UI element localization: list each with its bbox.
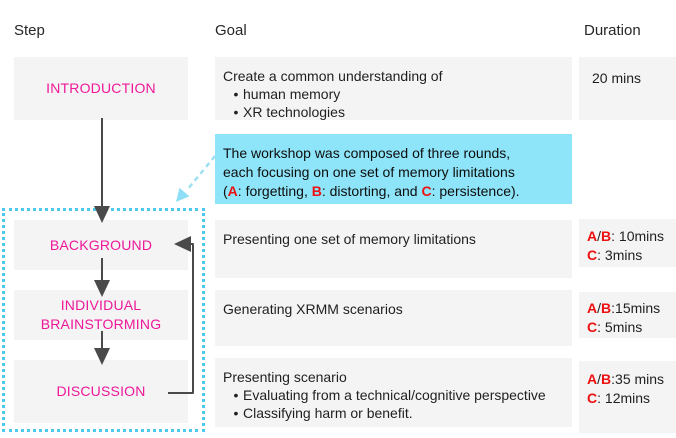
goal-bullet-text: XR technologies bbox=[243, 104, 345, 120]
callout-dashed-arrowhead-icon bbox=[176, 188, 189, 202]
duration-line-c bbox=[587, 318, 676, 337]
duration-text: / bbox=[597, 228, 602, 244]
round-b-label: B bbox=[601, 371, 612, 387]
duration-text: : 10mins bbox=[611, 228, 665, 244]
goal-bullet-text: Classifying harm or benefit. bbox=[243, 405, 413, 421]
callout-line-1: The workshop was composed of three rounds, bbox=[223, 145, 511, 161]
step-box-individual-brainstorming bbox=[14, 290, 188, 340]
round-c-label: C bbox=[421, 183, 432, 199]
round-a-label: A bbox=[227, 183, 238, 199]
callout-text: : distorting, and bbox=[321, 183, 422, 199]
goal-box-individual-brainstorming bbox=[215, 290, 572, 346]
duration-line-ab bbox=[587, 299, 676, 318]
round-b-label: B bbox=[601, 228, 612, 244]
goal-bullet bbox=[223, 103, 562, 121]
step-label-background: BACKGROUND bbox=[49, 236, 153, 253]
duration-text: :15mins bbox=[611, 300, 661, 316]
round-a-label: A bbox=[587, 300, 598, 316]
bullet-icon: • bbox=[233, 86, 239, 102]
step-box-background bbox=[14, 220, 188, 270]
round-b-label: B bbox=[311, 183, 322, 199]
step-box-introduction bbox=[14, 57, 188, 120]
duration-text: : 3mins bbox=[597, 247, 643, 263]
duration-box-introduction bbox=[579, 57, 676, 120]
step-label-introduction: INTRODUCTION bbox=[46, 80, 156, 96]
duration-text: :35 mins bbox=[611, 371, 665, 387]
bullet-icon: • bbox=[233, 104, 239, 120]
step-box-discussion bbox=[14, 360, 188, 423]
round-a-label: A bbox=[587, 228, 598, 244]
duration-box-discussion bbox=[579, 361, 676, 433]
duration-line-c bbox=[587, 389, 676, 408]
duration-box-background bbox=[579, 219, 676, 267]
round-a-label: A bbox=[587, 371, 598, 387]
round-c-label: C bbox=[587, 390, 598, 406]
goal-text: Create a common understanding of bbox=[223, 68, 443, 84]
goal-text: Generating XRMM scenarios bbox=[223, 301, 403, 317]
callout-line-2: each focusing on one set of memory limitations bbox=[223, 164, 515, 180]
duration-text: : 12mins bbox=[597, 390, 651, 406]
bullet-icon: • bbox=[233, 387, 239, 403]
duration-text: : 5mins bbox=[597, 319, 643, 335]
round-c-label: C bbox=[587, 319, 598, 335]
callout-text: ( bbox=[223, 183, 228, 199]
round-c-label: C bbox=[587, 247, 598, 263]
step-label-individual-brainstorming: INDIVIDUAL BRAINSTORMING bbox=[40, 297, 162, 332]
column-header-step: Step bbox=[14, 22, 45, 39]
duration-line-ab bbox=[587, 370, 676, 389]
goal-box-background bbox=[215, 220, 572, 278]
goal-text: Presenting scenario bbox=[223, 369, 347, 385]
goal-box-discussion bbox=[215, 358, 572, 427]
rounds-callout bbox=[215, 134, 572, 204]
callout-text: : persistence). bbox=[431, 183, 520, 199]
callout-line-3 bbox=[223, 182, 564, 201]
goal-bullet bbox=[223, 386, 562, 404]
column-header-duration: Duration bbox=[584, 22, 641, 39]
goal-bullet-text: Evaluating from a technical/cognitive perspective bbox=[243, 387, 546, 403]
bullet-icon: • bbox=[233, 405, 239, 421]
column-header-goal: Goal bbox=[215, 22, 247, 39]
step-label-discussion: DISCUSSION bbox=[56, 383, 146, 399]
duration-box-individual-brainstorming bbox=[579, 292, 676, 338]
goal-bullet-text: human memory bbox=[243, 86, 341, 102]
callout-text: : forgetting, bbox=[237, 183, 312, 199]
duration-text: / bbox=[597, 300, 602, 316]
duration-text: 20 mins bbox=[592, 70, 642, 86]
callout-dashed-arrow-icon bbox=[187, 156, 215, 190]
duration-line-c bbox=[587, 246, 676, 265]
goal-text: Presenting one set of memory limitations bbox=[223, 231, 476, 247]
goal-bullet bbox=[223, 404, 562, 422]
duration-line-ab bbox=[587, 227, 676, 246]
round-b-label: B bbox=[601, 300, 612, 316]
duration-text: / bbox=[597, 371, 602, 387]
goal-box-introduction bbox=[215, 57, 572, 120]
goal-bullet bbox=[223, 85, 562, 103]
